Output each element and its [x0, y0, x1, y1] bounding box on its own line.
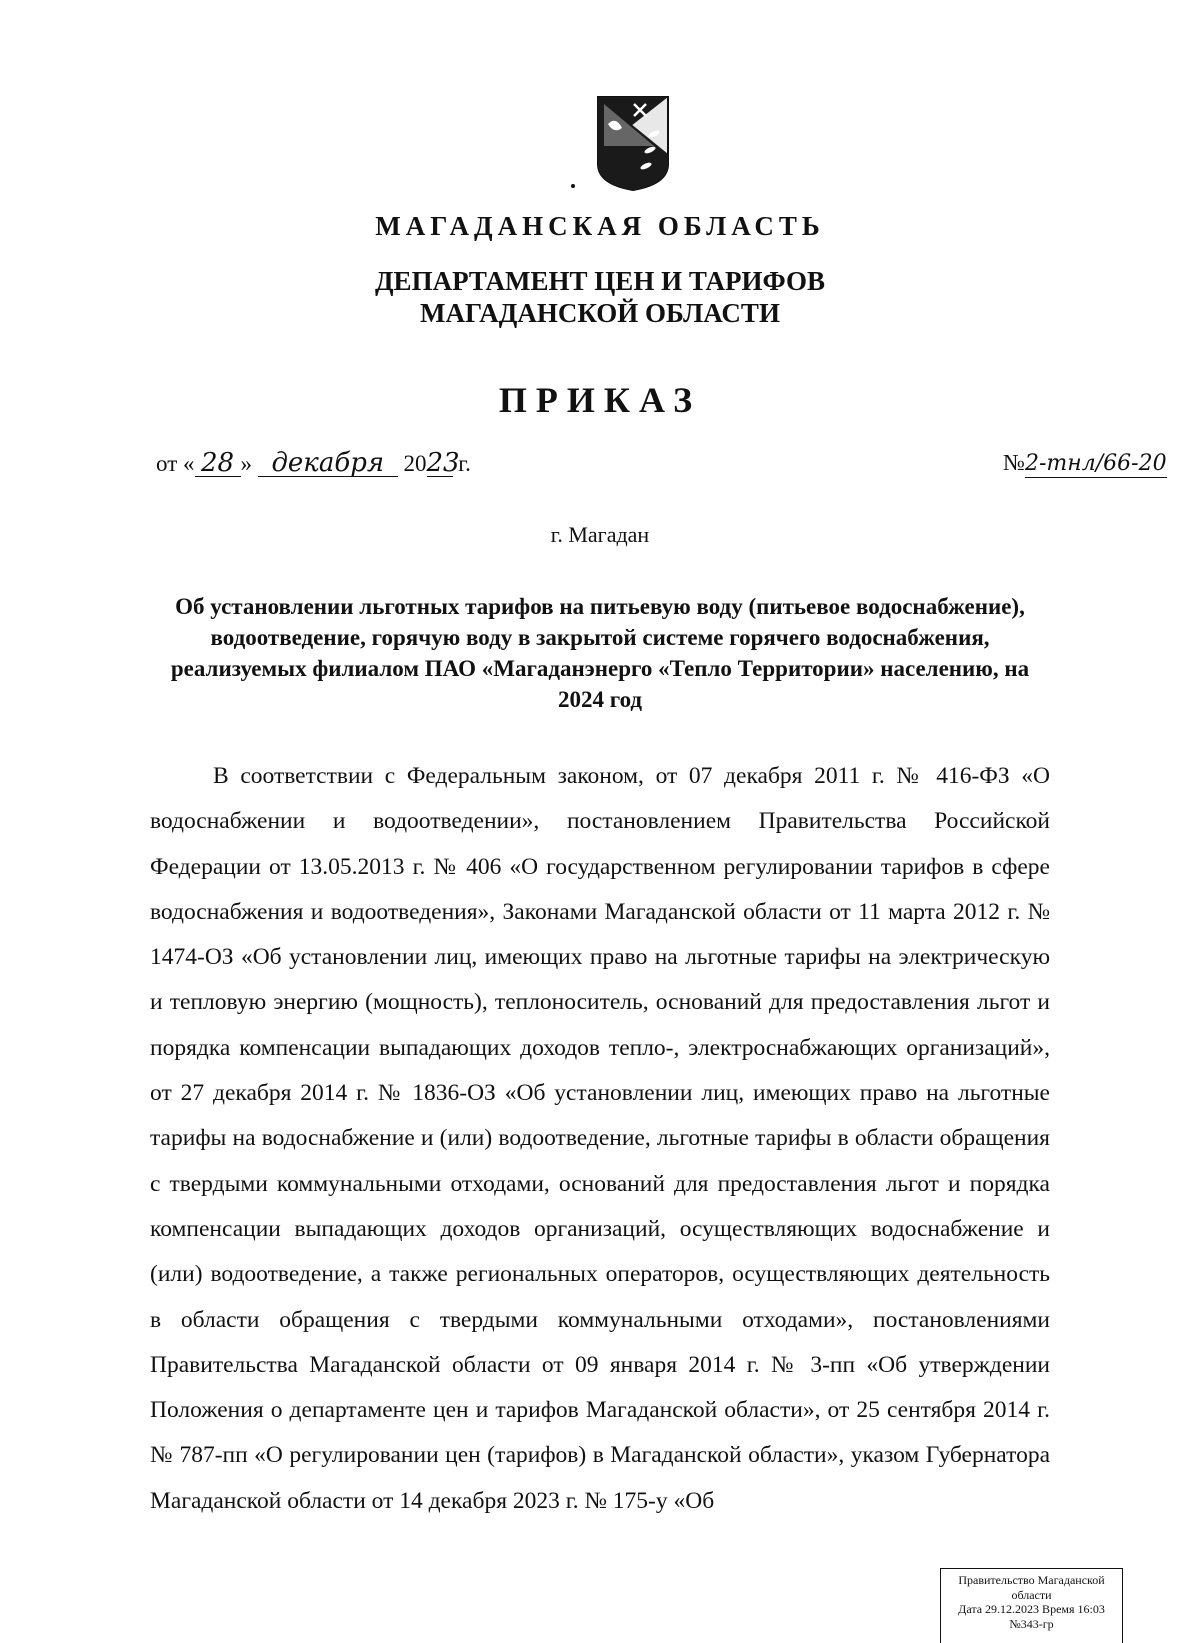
stamp-line-1: Правительство Магаданской	[958, 1573, 1105, 1587]
order-date	[156, 450, 471, 477]
scan-dot	[571, 184, 575, 188]
department-line-2: МАГАДАНСКОЙ ОБЛАСТИ	[420, 298, 780, 328]
date-month: декабря	[258, 450, 398, 477]
date-day: 28	[195, 450, 241, 477]
document-type: ПРИКАЗ	[498, 380, 702, 420]
number-prefix: №	[1003, 450, 1025, 475]
date-year-suffix: 23	[426, 448, 460, 478]
number-value: 2-тнл/66-20	[1024, 451, 1167, 476]
stamp-line-4: №343-гр	[1009, 1616, 1054, 1631]
date-mid: »	[240, 451, 252, 476]
coat-of-arms-icon	[594, 94, 672, 192]
department-line-1: ДЕПАРТАМЕНТ ЦЕН И ТАРИФОВ	[374, 266, 826, 296]
city: г. Магадан	[550, 522, 650, 547]
stamp-line-3: Дата 29.12.2023 Время 16:03	[958, 1602, 1105, 1616]
department-name	[0, 265, 1200, 329]
order-title: Об установлении льготных тарифов на питьевую воду (питьевое водоснабжение), водоотведение, горячую воду в закрытой системе горячего водоснабжения, реализуемых филиалом ПАО «Магаданэнерго «Тепло Территории» населению, на 2024 год	[170, 594, 1030, 712]
registration-stamp	[940, 1568, 1123, 1643]
body-paragraph: В соответствии с Федеральным законом, от 07 декабря 2011 г. № 416-ФЗ «О водоснабжении и водоотведении», постановлением Правительства Российской Федерации от 13.05.2013 г. № 406 «О государственном регулировании тарифов в сфере водоснабжения и водоотведения», Законами Магаданской области от 11 марта 2012 г. № 1474-ОЗ «Об установлении лиц, имеющих право на льготные тарифы на электрическую и тепловую энергию (мощность), теплоноситель, оснований для предоставления льгот и порядка компенсации выпадающих доходов тепло-, электроснабжающих организаций», от 27 декабря 2014 г. № 1836-ОЗ «Об установлении лиц, имеющих право на льготные тарифы на водоснабжение и (или) водоотведение, льготные тарифы в области обращения с твердыми коммунальными отходами, оснований для предоставления льгот и порядка компенсации выпадающих доходов организаций, осуществляющих водоснабжение и (или) водоотведение, а также региональных операторов, осуществляющих деятельность в области обращения с твердыми коммунальными отходами», постановлениями Правительства Магаданской области от 09 января 2014 г. № 3-пп «Об утверждении Положения о департаменте цен и тарифов Магаданской области», от 25 сентября 2014 г. № 787-пп «О регулировании цен (тарифов) в Магаданской области», указом Губернатора Магаданской области от 14 декабря 2023 г. № 175-у «Об	[150, 763, 1050, 1514]
order-number	[1003, 450, 1167, 478]
date-year-prefix: 20	[403, 451, 427, 476]
region-name: МАГАДАНСКАЯ ОБЛАСТЬ	[375, 211, 825, 241]
stamp-line-2: области	[1011, 1587, 1052, 1602]
date-prefix: от «	[156, 451, 195, 476]
date-suffix: г.	[458, 451, 471, 476]
